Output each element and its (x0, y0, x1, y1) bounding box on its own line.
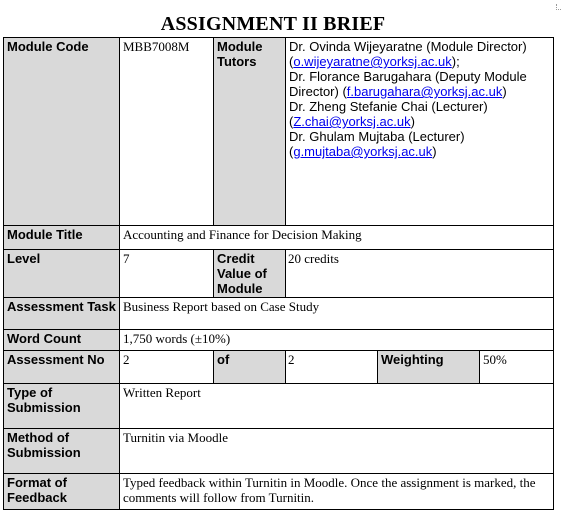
tutor-ovinda: Dr. Ovinda Wijeyaratne (Module Director) (o.wijeyaratne@yorksj.ac.uk); (289, 39, 527, 69)
method-of-submission-label: Method of Submission (4, 429, 120, 474)
tutor-zheng: Dr. Zheng Stefanie Chai (Lecturer) (Z.chai@yorksj.ac.uk) (289, 99, 488, 129)
format-of-feedback-value: Typed feedback within Turnitin in Moodle. Once the assignment is marked, the comments will follow from Turnitin. (120, 474, 554, 510)
row-type-of-submission (4, 384, 554, 429)
type-of-submission-label: Type of Submission (4, 384, 120, 429)
page-title: ASSIGNMENT II BRIEF (160, 13, 386, 35)
credit-value-label: Credit Value of Module (214, 250, 286, 298)
weighting-label: Weighting (378, 351, 480, 384)
row-assessment-no (4, 351, 554, 384)
row-module-title (4, 226, 554, 250)
of-label: of (214, 351, 286, 384)
tutor-florance: Dr. Florance Barugahara (Deputy Module Director) (f.barugahara@yorksj.ac.uk) (289, 69, 527, 99)
type-of-submission-value: Written Report (120, 384, 554, 429)
email-link-ovinda[interactable]: o.wijeyaratne@yorksj.ac.uk (293, 54, 452, 69)
format-of-feedback-label: Format of Feedback (4, 474, 120, 510)
assessment-no-label: Assessment No (4, 351, 120, 384)
method-of-submission-value: Turnitin via Moodle (120, 429, 554, 474)
of-value: 2 (286, 351, 378, 384)
level-label: Level (4, 250, 120, 298)
module-title-label: Module Title (4, 226, 120, 250)
row-word-count (4, 330, 554, 351)
module-code-value: MBB7008M (120, 38, 214, 226)
module-title-value: Accounting and Finance for Decision Making (120, 226, 554, 250)
row-assessment-task (4, 298, 554, 330)
credit-value-value: 20 credits (286, 250, 554, 298)
row-level (4, 250, 554, 298)
tutor-ghulam: Dr. Ghulam Mujtaba (Lecturer) (g.mujtaba@yorksj.ac.uk) (289, 129, 465, 159)
margin-corner-mark (556, 4, 561, 10)
row-module-code (4, 38, 554, 226)
email-link-zheng[interactable]: Z.chai@yorksj.ac.uk (293, 114, 411, 129)
row-format-of-feedback (4, 474, 554, 510)
email-link-ghulam[interactable]: g.mujtaba@yorksj.ac.uk (293, 144, 433, 159)
level-value: 7 (120, 250, 214, 298)
row-method-of-submission (4, 429, 554, 474)
weighting-value: 50% (480, 351, 554, 384)
assessment-task-label: Assessment Task (4, 298, 120, 330)
word-count-label: Word Count (4, 330, 120, 351)
assignment-brief-table (3, 37, 554, 510)
word-count-value: 1,750 words (±10%) (120, 330, 554, 351)
assessment-task-value: Business Report based on Case Study (120, 298, 554, 330)
email-link-florance[interactable]: f.barugahara@yorksj.ac.uk (346, 84, 503, 99)
module-code-label: Module Code (4, 38, 120, 226)
module-tutors-label: Module Tutors (214, 38, 286, 226)
module-tutors-value (286, 38, 554, 226)
assessment-no-value: 2 (120, 351, 214, 384)
